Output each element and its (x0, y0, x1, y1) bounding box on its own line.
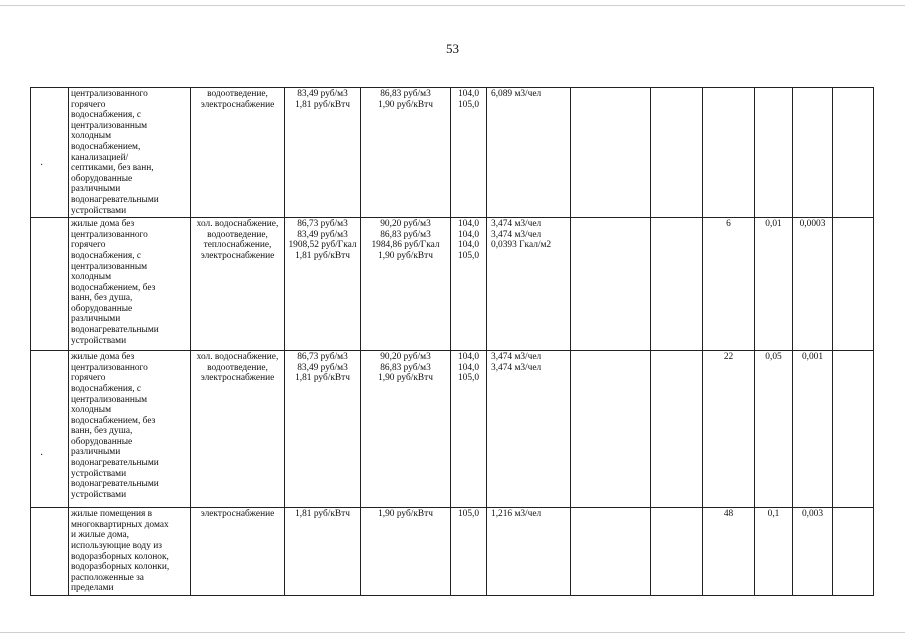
services-line: электроснабжение (200, 250, 275, 261)
description-line: пределами (71, 583, 114, 594)
tariff-current-line: 1,81 руб/кВтч (295, 99, 350, 110)
description-line: многоквартирных домах (71, 519, 169, 530)
description-line: водоснабжения, с (71, 250, 142, 261)
description-line: жилые дома без (71, 219, 135, 230)
empty-cell (651, 508, 703, 596)
tariff-next-line: 1,90 руб/кВтч (378, 250, 433, 261)
norm-line: 0,0393 Гкал/м2 (491, 240, 552, 251)
description-line: централизованного (71, 362, 148, 373)
index-cell (451, 508, 487, 596)
count-cell (703, 508, 755, 596)
value-text: 0,001 (801, 352, 824, 363)
index-line: 104,0 (457, 352, 480, 363)
services-cell (191, 88, 285, 218)
services-cell (191, 218, 285, 351)
norm-cell (487, 351, 571, 508)
tariff-next-cell (361, 508, 451, 596)
description-cell (69, 508, 191, 596)
tariff-current-cell (285, 88, 361, 218)
description-line: холодным (71, 131, 112, 142)
bottom-scan-edge (0, 632, 905, 633)
count-text: 6 (726, 219, 731, 230)
tariff-next-line: 86,83 руб/м3 (380, 89, 431, 99)
margin-dot: · (40, 160, 44, 171)
tariff-current-line: 83,49 руб/м3 (297, 362, 348, 373)
norm-line: 6,089 м3/чел (491, 89, 542, 99)
description-line: холодным (71, 405, 112, 416)
description-line: различными (71, 314, 121, 325)
description-line: холодным (71, 272, 112, 283)
description-line: горячего (71, 373, 106, 384)
tariff-next-line: 1,90 руб/кВтч (378, 373, 433, 384)
tariff-table (30, 87, 874, 596)
services-line: водоотведение, (207, 229, 268, 240)
table-row (31, 351, 874, 508)
description-line: водонагревательными (71, 325, 159, 336)
empty-cell (651, 218, 703, 351)
table-row (31, 88, 874, 218)
page-number: 53 (446, 41, 459, 56)
index-line: 105,0 (457, 373, 480, 384)
table-row (31, 218, 874, 351)
empty-cell (833, 218, 874, 351)
services-line: водоотведение, (207, 89, 268, 99)
description-line: жилые помещения в (71, 509, 153, 520)
top-scan-edge (0, 5, 905, 6)
tariff-current-line: 86,73 руб/м3 (297, 219, 348, 230)
norm-line: 3,474 м3/чел (491, 219, 542, 230)
description-line: централизованного (71, 89, 148, 99)
description-line: ванн, без душа, (71, 426, 133, 437)
tariff-next-line: 1984,86 руб/Гкал (371, 240, 440, 251)
share-text: 0,05 (765, 352, 782, 363)
row-number-cell (31, 218, 69, 351)
description-line: водоразборных колонок, (71, 551, 169, 562)
tariff-next-line: 86,83 руб/м3 (380, 229, 431, 240)
norm-line: 3,474 м3/чел (491, 229, 542, 240)
value-cell (793, 218, 833, 351)
description-cell (69, 218, 191, 351)
tariff-next-cell (361, 351, 451, 508)
description-line: жилые дома без (71, 352, 135, 363)
empty-cell (571, 88, 651, 218)
description-line: устройствами (71, 205, 127, 216)
value-text: 0,0003 (799, 219, 826, 230)
description-line: водоснабжением, (71, 141, 141, 152)
services-cell (191, 508, 285, 596)
description-line: водоснабжения, с (71, 110, 142, 121)
index-line: 104,0 (457, 89, 480, 99)
description-line: централизованным (71, 120, 148, 131)
description-line: канализацией/ (71, 152, 129, 163)
index-line: 105,0 (457, 99, 480, 110)
description-line: различными (71, 184, 121, 195)
services-line: хол. водоснабжение, (196, 219, 279, 230)
description-line: горячего (71, 99, 106, 110)
tariff-next-line: 1,90 руб/кВтч (378, 99, 433, 110)
services-line: электроснабжение (200, 373, 275, 384)
tariff-current-cell (285, 508, 361, 596)
index-line: 104,0 (457, 229, 480, 240)
margin-dot: · (40, 450, 44, 461)
services-line: водоотведение, (207, 362, 268, 373)
description-line: и жилые дома, (71, 530, 129, 541)
table-row (31, 508, 874, 596)
value-text: 0,003 (801, 509, 824, 520)
tariff-current-cell (285, 351, 361, 508)
description-line: горячего (71, 240, 106, 251)
tariff-current-line: 86,73 руб/м3 (297, 352, 348, 363)
description-line: водоснабжения, с (71, 383, 142, 394)
norm-cell (487, 88, 571, 218)
description-cell (69, 88, 191, 218)
tariff-next-line: 1,90 руб/кВтч (378, 509, 433, 520)
count-text: 48 (723, 509, 734, 520)
description-line: использующие воду из (71, 540, 162, 551)
index-line: 105,0 (457, 250, 480, 261)
description-line: устройствами (71, 489, 127, 500)
index-cell (451, 88, 487, 218)
description-line: водонагревательными (71, 194, 159, 205)
share-cell (755, 508, 793, 596)
empty-cell (571, 351, 651, 508)
description-line: водоразборных колонки, (71, 562, 170, 573)
description-line: устройствами (71, 468, 127, 479)
index-line: 105,0 (457, 509, 480, 520)
description-line: оборудованные (71, 173, 133, 184)
description-line: расположенные за (71, 572, 144, 583)
tariff-next-cell (361, 88, 451, 218)
share-cell (755, 218, 793, 351)
count-cell (703, 88, 755, 218)
row-number-cell (31, 88, 69, 218)
description-line: оборудованные (71, 303, 133, 314)
tariff-next-line: 90,20 руб/м3 (380, 219, 431, 230)
description-line: оборудованные (71, 436, 133, 447)
count-cell (703, 351, 755, 508)
tariff-current-line: 83,49 руб/м3 (297, 89, 348, 99)
share-cell (755, 351, 793, 508)
index-cell (451, 218, 487, 351)
description-line: водонагревательными (71, 458, 159, 469)
services-line: теплоснабжение, (203, 240, 272, 251)
empty-cell (571, 508, 651, 596)
index-line: 104,0 (457, 240, 480, 251)
value-cell (793, 508, 833, 596)
empty-cell (833, 351, 874, 508)
description-line: централизованным (71, 261, 148, 272)
services-line: хол. водоснабжение, (196, 352, 279, 363)
tariff-current-cell (285, 218, 361, 351)
empty-cell (651, 88, 703, 218)
tariff-current-line: 1,81 руб/кВтч (295, 373, 350, 384)
empty-cell (571, 218, 651, 351)
share-cell (755, 88, 793, 218)
norm-cell (487, 218, 571, 351)
services-line: электроснабжение (200, 509, 275, 520)
count-text: 22 (723, 352, 734, 363)
norm-line: 1,216 м3/чел (491, 509, 542, 520)
empty-cell (833, 508, 874, 596)
description-line: централизованным (71, 394, 148, 405)
value-cell (793, 351, 833, 508)
services-cell (191, 351, 285, 508)
row-number-cell (31, 351, 69, 508)
tariff-current-line: 1,81 руб/кВтч (295, 250, 350, 261)
description-line: централизованного (71, 229, 148, 240)
description-line: водоснабжением, без (71, 282, 156, 293)
description-line: различными (71, 447, 121, 458)
row-number-cell (31, 508, 69, 596)
tariff-current-line: 83,49 руб/м3 (297, 229, 348, 240)
count-cell (703, 218, 755, 351)
empty-cell (833, 88, 874, 218)
share-text: 0,01 (765, 219, 782, 230)
tariff-next-line: 86,83 руб/м3 (380, 362, 431, 373)
norm-line: 3,474 м3/чел (491, 362, 542, 373)
index-line: 104,0 (457, 219, 480, 230)
tariff-next-line: 90,20 руб/м3 (380, 352, 431, 363)
description-line: устройствами (71, 335, 127, 346)
tariff-current-line: 1,81 руб/кВтч (295, 509, 350, 520)
index-cell (451, 351, 487, 508)
description-cell (69, 351, 191, 508)
description-line: ванн, без душа, (71, 293, 133, 304)
tariff-current-line: 1908,52 руб/Гкал (288, 240, 357, 251)
description-line: водоснабжением, без (71, 415, 156, 426)
share-text: 0,1 (767, 509, 780, 520)
tariff-next-cell (361, 218, 451, 351)
value-cell (793, 88, 833, 218)
description-line: септиками, без ванн, (71, 163, 154, 174)
norm-line: 3,474 м3/чел (491, 352, 542, 363)
norm-cell (487, 508, 571, 596)
services-line: электроснабжение (200, 99, 275, 110)
index-line: 104,0 (457, 362, 480, 373)
description-line: водонагревательными (71, 479, 159, 490)
empty-cell (651, 351, 703, 508)
